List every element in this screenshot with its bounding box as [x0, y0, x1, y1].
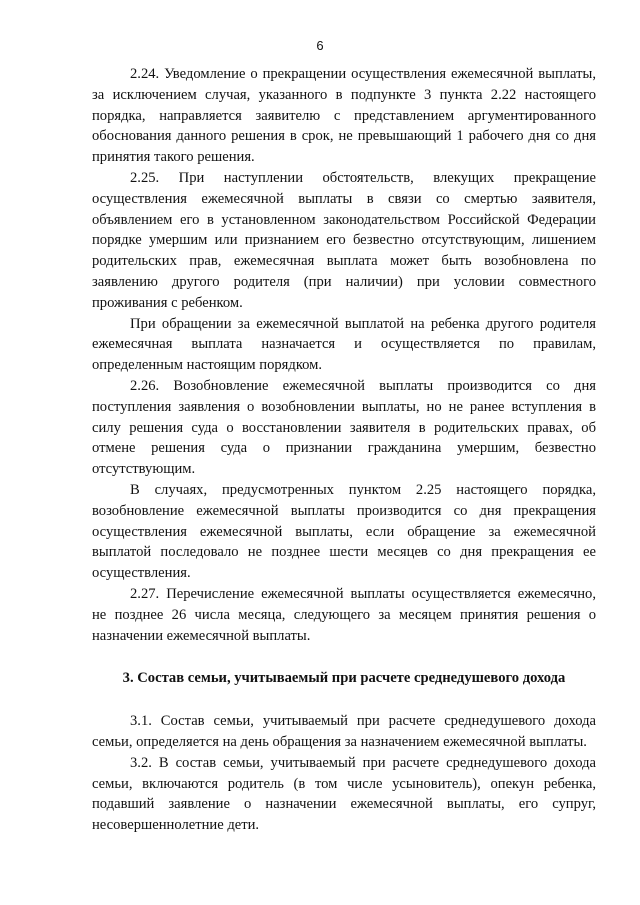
- paragraph-2-26: 2.26. Возобновление ежемесячной выплаты производится со дня поступления заявления о возобновлении выплаты, но не ранее вступления в силу решения суда о восстановлении заявителя в родительских правах, об отмене решения суда о признании гражданина умершим, безвестно отсутствующим.: [92, 377, 596, 478]
- paragraph-2-24: 2.24. Уведомление о прекращении осуществления ежемесячной выплаты, за исключением случая, указанного в подпункте 3 пункта 2.22 настоящего порядка, направляется заявителю с представлением аргументированного обоснования данного решения в срок, не превышающий 1 рабочего дня со дня принятия такого решения.: [92, 66, 596, 166]
- paragraph-2-25-continuation: При обращении за ежемесячной выплатой на ребенка другого родителя ежемесячная выплата назначается и осуществляется по правилам, определенным настоящим порядком.: [92, 315, 596, 374]
- paragraph-2-25: 2.25. При наступлении обстоятельств, влекущих прекращение осуществления ежемесячной выплаты в связи со смертью заявителя, объявлением его в установленном законодательством Российской Федерации порядке умершим или признанием его безвестно отсутствующим, лишением родительских прав, ежемесячная выплата может быть возобновлена по заявлению другого родителя (при наличии) при условии совместного проживания с ребенком.: [92, 169, 596, 311]
- section-heading: 3. Состав семьи, учитываемый при расчете среднедушевого дохода: [122, 670, 566, 687]
- paragraph-2-27: 2.27. Перечисление ежемесячной выплаты осуществляется ежемесячно, не позднее 26 числа месяца, следующего за месяцем принятия решения о назначении ежемесячной выплаты.: [92, 585, 596, 644]
- paragraph-3-1: 3.1. Состав семьи, учитываемый при расчете среднедушевого дохода семьи, определяется на день обращения за назначением ежемесячной выплаты.: [92, 713, 596, 750]
- document-body: [92, 64, 596, 836]
- paragraph-3-2: 3.2. В состав семьи, учитываемый при расчете среднедушевого дохода семьи, включаются родитель (в том числе усыновитель), опекун ребенка, подавший заявление о назначении ежемесячной выплаты, его супруг, несовершеннолетние дети.: [92, 754, 596, 834]
- paragraph-2-26-continuation: В случаях, предусмотренных пунктом 2.25 настоящего порядка, возобновление ежемесячной выплаты производится со дня прекращения осуществления ежемесячной выплаты, если обращение за ежемесячной выплатой последовало не позднее шести месяцев со дня прекращения ее осуществления.: [92, 481, 596, 582]
- page-number: 6: [316, 38, 324, 53]
